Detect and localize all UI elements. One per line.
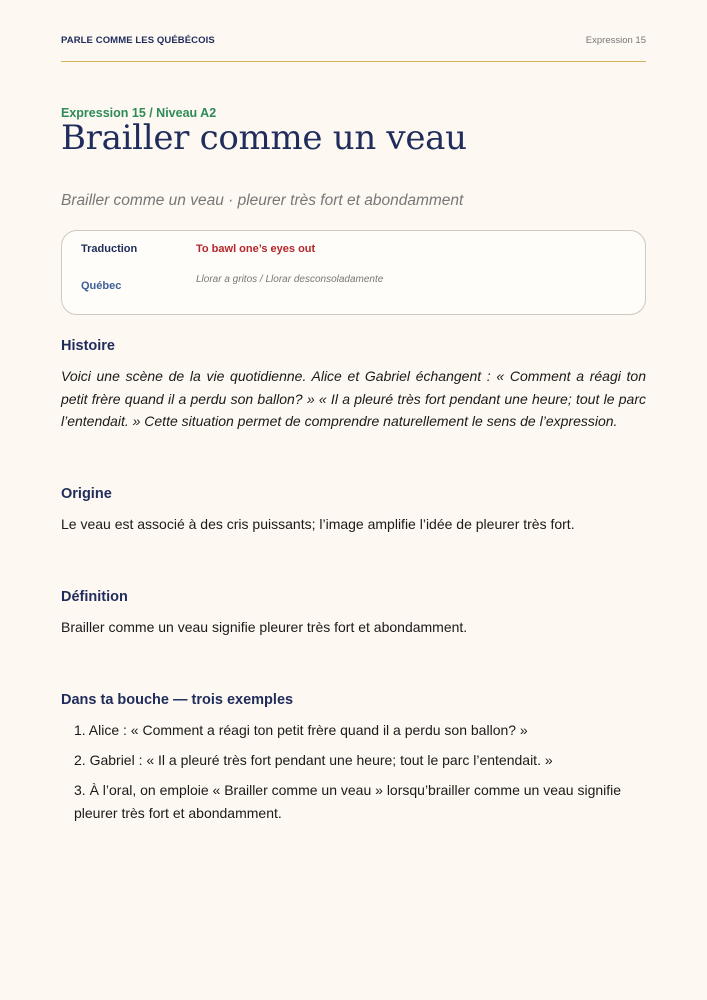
translation-card: [61, 230, 646, 315]
list-item: 3. À l’oral, on emploie « Brailler comme un veau » lorsqu’brailler comme un veau signifie pleurer très fort et abondamment.: [74, 782, 622, 821]
origine-heading: Origine: [61, 486, 112, 502]
definition-text: Brailler comme un veau signifie pleurer très fort et abondamment.: [61, 619, 468, 635]
histoire-text: Voici une scène de la vie quotidienne. Alice et Gabriel échangent : « Comment a réagi ton petit frère quand il a perdu son ballon? » « Il a pleuré très fort pendant une heure; tout le parc l’entendait. » Cette situation permet de comprendre naturellement le sens de l’expression.: [61, 368, 646, 429]
page-header: [61, 33, 646, 62]
translation-value: To bawl one’s eyes out: [196, 243, 316, 255]
definition-heading: Définition: [61, 589, 128, 605]
quebec-label: Québec: [81, 280, 122, 292]
page-title: Brailler comme un veau: [61, 118, 467, 158]
subtitle: Brailler comme un veau · pleurer très fort et abondamment: [61, 192, 464, 209]
examples-list: [74, 719, 646, 832]
origine-text: Le veau est associé à des cris puissants; l’image amplifie l’idée de pleurer très fort.: [61, 516, 575, 532]
list-item: 1. Alice : « Comment a réagi ton petit frère quand il a perdu son ballon? »: [74, 722, 528, 738]
page-label: Expression 15: [585, 35, 646, 46]
translation-label: Traduction: [81, 243, 138, 255]
examples-heading: Dans ta bouche — trois exemples: [61, 692, 294, 708]
list-item: 2. Gabriel : « Il a pleuré très fort pendant une heure; tout le parc l’entendait. »: [74, 752, 553, 768]
histoire-heading: Histoire: [61, 338, 115, 354]
brand-title: PARLE COMME LES QUÉBÉCOIS: [61, 35, 215, 46]
quebec-value: Llorar a gritos / Llorar desconsoladamente: [196, 274, 384, 285]
level-kicker: Expression 15 / Niveau A2: [61, 106, 217, 120]
